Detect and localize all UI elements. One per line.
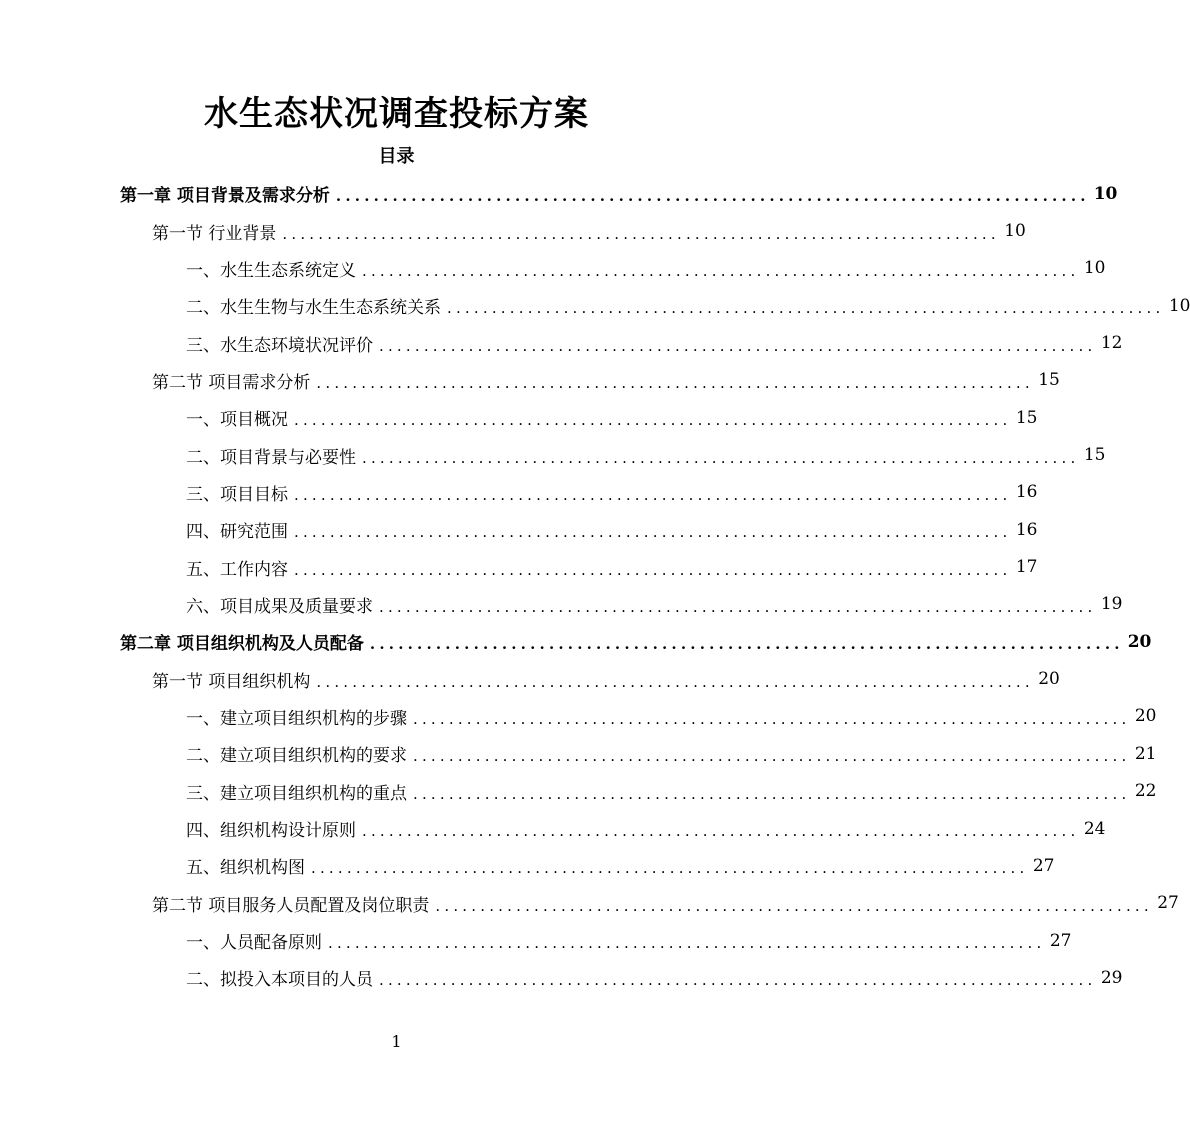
toc-entry[interactable] — [0, 959, 1123, 996]
toc-dot-leader: ................................................................................ — [369, 635, 1124, 654]
toc-dot-leader: ................................................................................ — [379, 336, 1097, 355]
toc-entry-page: 20 — [1127, 631, 1152, 652]
toc-entry-page: 10 — [1168, 295, 1190, 316]
toc-entry-page: 27 — [1032, 855, 1055, 876]
toc-entry[interactable] — [0, 362, 1060, 399]
toc-dot-leader: ................................................................................ — [362, 822, 1080, 841]
toc-entry-label: 二、项目背景与必要性 — [186, 447, 356, 468]
toc-entry-page: 10 — [1093, 183, 1118, 204]
toc-entry-page: 20 — [1038, 669, 1060, 690]
toc-dot-leader: ................................................................................ — [294, 560, 1012, 579]
toc-entry-page: 20 — [1134, 706, 1157, 727]
toc-entry[interactable] — [0, 586, 1123, 623]
toc-dot-leader: ................................................................................ — [282, 224, 1000, 243]
toc-entry[interactable] — [0, 922, 1072, 959]
toc-entry-page: 24 — [1083, 818, 1106, 839]
toc-entry-page: 27 — [1157, 893, 1179, 914]
toc-entry-label: 六、项目成果及质量要求 — [186, 596, 373, 617]
toc-entry-page: 21 — [1134, 743, 1157, 764]
toc-entry[interactable] — [0, 324, 1123, 361]
toc-dot-leader: ................................................................................ — [435, 896, 1153, 915]
toc-entry-page: 22 — [1134, 781, 1157, 802]
toc-entry-label: 一、水生生态系统定义 — [186, 260, 356, 281]
toc-entry-page: 17 — [1015, 557, 1038, 578]
toc-entry-page: 16 — [1015, 519, 1038, 540]
toc-entry-label: 三、建立项目组织机构的重点 — [186, 783, 407, 804]
toc-entry[interactable] — [0, 698, 1157, 735]
toc-entry[interactable] — [0, 511, 1038, 548]
toc-entry-label: 五、组织机构图 — [186, 858, 305, 879]
toc-dot-leader: ................................................................................ — [335, 187, 1090, 206]
toc-entry[interactable] — [0, 660, 1060, 697]
toc-entry-label: 三、项目目标 — [186, 484, 288, 505]
toc-entry-page: 15 — [1015, 407, 1038, 428]
toc-entry-label: 第一节 行业背景 — [152, 223, 277, 244]
toc-dot-leader: ................................................................................ — [379, 597, 1097, 616]
toc-entry-label: 四、研究范围 — [186, 522, 288, 543]
toc-entry-label: 第二章 项目组织机构及人员配备 — [120, 634, 364, 655]
toc-entry-label: 一、建立项目组织机构的步骤 — [186, 708, 407, 729]
toc-entry[interactable] — [0, 287, 1190, 324]
toc-dot-leader: ................................................................................ — [362, 448, 1080, 467]
toc-entry[interactable] — [0, 474, 1038, 511]
toc-entry[interactable] — [0, 548, 1038, 585]
toc-entry-page: 10 — [1083, 258, 1106, 279]
toc-dot-leader: ................................................................................ — [413, 747, 1131, 766]
toc-entry-page: 19 — [1100, 594, 1123, 615]
toc-entry[interactable] — [0, 810, 1106, 847]
toc-entry-label: 五、工作内容 — [186, 559, 288, 580]
toc-entry[interactable] — [0, 175, 1118, 212]
toc-entry-label: 四、组织机构设计原则 — [186, 821, 356, 842]
toc-entry-page: 15 — [1083, 445, 1106, 466]
toc-dot-leader: ................................................................................ — [294, 485, 1012, 504]
table-of-contents — [0, 175, 1190, 997]
toc-entry[interactable] — [0, 250, 1106, 287]
document-title: 水生态状况调查投标方案 — [204, 94, 589, 134]
toc-entry-page: 16 — [1015, 482, 1038, 503]
toc-entry[interactable] — [0, 885, 1179, 922]
toc-entry-label: 一、人员配备原则 — [186, 933, 322, 954]
toc-entry-label: 第二节 项目服务人员配置及岗位职责 — [152, 895, 430, 916]
toc-dot-leader: ................................................................................ — [316, 672, 1034, 691]
toc-dot-leader: ................................................................................ — [362, 261, 1080, 280]
page-number: 1 — [391, 1032, 402, 1051]
toc-entry-label: 二、水生生物与水生生态系统关系 — [186, 298, 441, 319]
toc-dot-leader: ................................................................................ — [311, 859, 1029, 878]
toc-dot-leader: ................................................................................ — [413, 709, 1131, 728]
toc-entry[interactable] — [0, 735, 1157, 772]
toc-entry[interactable] — [0, 436, 1106, 473]
toc-entry-label: 第一章 项目背景及需求分析 — [120, 186, 330, 207]
toc-heading: 目录 — [378, 146, 415, 167]
toc-entry-label: 三、水生态环境状况评价 — [186, 335, 373, 356]
toc-dot-leader: ................................................................................ — [328, 934, 1046, 953]
toc-entry[interactable] — [0, 399, 1038, 436]
toc-entry[interactable] — [0, 623, 1152, 660]
toc-entry-label: 二、建立项目组织机构的要求 — [186, 746, 407, 767]
toc-entry-page: 15 — [1038, 370, 1060, 391]
toc-entry-label: 第一节 项目组织机构 — [152, 671, 311, 692]
toc-entry-label: 二、拟投入本项目的人员 — [186, 970, 373, 991]
toc-dot-leader: ................................................................................ — [447, 299, 1165, 318]
toc-entry-page: 27 — [1049, 930, 1072, 951]
toc-entry[interactable] — [0, 773, 1157, 810]
toc-dot-leader: ................................................................................ — [413, 784, 1131, 803]
toc-dot-leader: ................................................................................ — [294, 523, 1012, 542]
toc-entry-label: 一、项目概况 — [186, 410, 288, 431]
toc-entry-page: 29 — [1100, 967, 1123, 988]
toc-entry[interactable] — [0, 212, 1026, 249]
toc-dot-leader: ................................................................................ — [316, 373, 1034, 392]
toc-dot-leader: ................................................................................ — [379, 971, 1097, 990]
toc-entry-page: 12 — [1100, 333, 1123, 354]
toc-entry-label: 第二节 项目需求分析 — [152, 372, 311, 393]
toc-entry[interactable] — [0, 847, 1055, 884]
toc-dot-leader: ................................................................................ — [294, 411, 1012, 430]
toc-entry-page: 10 — [1004, 221, 1026, 242]
